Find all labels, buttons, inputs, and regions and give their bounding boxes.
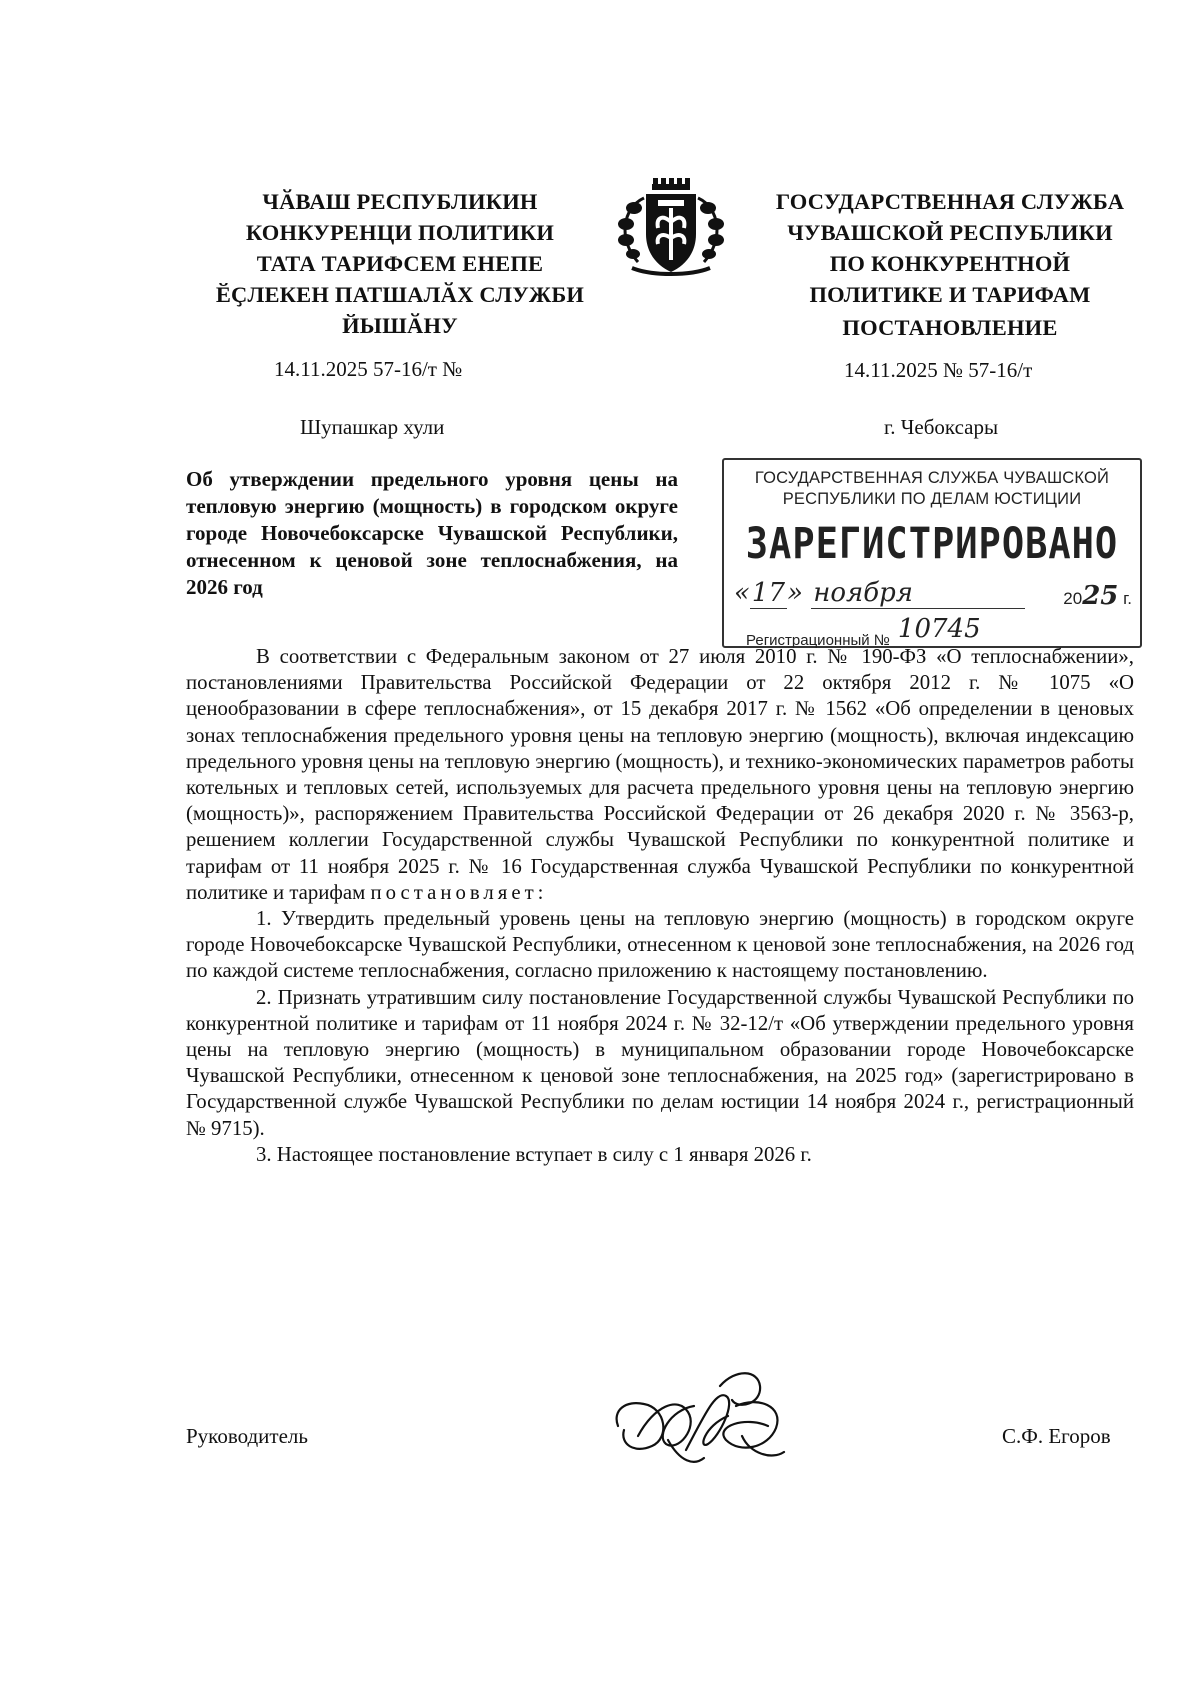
header-right-line: ЧУВАШСКОЙ РЕСПУБЛИКИ: [787, 220, 1113, 245]
stamp-year-prefix: 20: [1063, 589, 1083, 608]
header-right-org: [750, 186, 1150, 343]
document-body: [186, 644, 1134, 1168]
stamp-year-suffix: 25: [1082, 581, 1119, 611]
preamble-start: В соответствии с Федеральным законом: [256, 645, 640, 668]
header-left-line: ЧӐВАШ РЕСПУБЛИКИН: [262, 189, 538, 214]
stamp-organization: [724, 468, 1140, 510]
header-left-line: КОНКУРЕНЦИ ПОЛИТИКИ: [245, 220, 555, 245]
signer-position: Руководитель: [186, 1424, 308, 1448]
stamp-quote-open: «: [734, 578, 750, 608]
city-left: Шупашкар хули: [300, 415, 445, 439]
resolution-item-2: 2. Признать утратившим силу постановление Государственной службы Чувашской Республики по конкурентной политике и тарифам от 11 ноября 2024 г. № 32-12/т «Об утверждении предельного уровня цены на тепловую энергию (мощность) в муниципальном образовании городе Новочебоксарске Чувашской Республики, отнесенном к ценовой зоне теплоснабжения, на 2025 год» (зарегистрировано в Государственной службе Чувашской Республики по делам юстиции 14 ноября 2024 г., регистрационный № 9715).: [186, 985, 1134, 1140]
resolves-word: постановляет:: [370, 880, 548, 904]
stamp-year-unit: г.: [1123, 589, 1132, 608]
city-right: г. Чебоксары: [884, 415, 999, 439]
stamp-reg-label: Регистрационный №: [746, 632, 890, 649]
stamp-registered: ЗАРЕГИСТРИРОВАНО: [745, 518, 1119, 569]
registration-stamp: [722, 458, 1142, 648]
stamp-day: 17: [751, 578, 786, 608]
document-number-right: 14.11.2025 № 57-16/т: [844, 358, 1033, 382]
stamp-quote-close: »: [787, 578, 803, 608]
header-right-line: ПО КОНКУРЕНТНОЙ: [829, 251, 1071, 276]
document-type: ПОСТАНОВЛЕНИЕ: [842, 315, 1058, 340]
stamp-org-line: РЕСПУБЛИКИ ПО ДЕЛАМ ЮСТИЦИИ: [782, 490, 1082, 508]
header-right-line: ПОЛИТИКЕ И ТАРИФАМ: [809, 282, 1091, 307]
stamp-org-line: ГОСУДАРСТВЕННАЯ СЛУЖБА ЧУВАШСКОЙ: [754, 469, 1110, 487]
header-left-line: ЙЫШӐНУ: [342, 313, 458, 338]
resolution-item-3: 3. Настоящее постановление вступает в силу с 1 января 2026 г.: [256, 1142, 812, 1166]
header-left-line: ӖҪЛЕКЕН ПАТШАЛӐХ СЛУЖБИ: [215, 282, 585, 307]
resolution-item-1: 1. Утвердить предельный уровень цены на тепловую энергию (мощность) в городском округе городе Новочебоксарске Чувашской Республики, отнесенном к ценовой зоне теплоснабжения, на 2026 год по каждой системе теплоснабжения, согласно приложению к настоящему постановлению.: [186, 907, 1134, 983]
chuvash-emblem-icon: [608, 178, 734, 278]
preamble-paragraph: [186, 644, 1134, 906]
signer-name: С.Ф. Егоров: [1002, 1424, 1111, 1448]
stamp-date: [734, 578, 1025, 609]
preamble-rest: от 27 июля 2010 г. № 190-ФЗ «О теплоснабжении», постановлениями Правительства Российской Федерации от 22 октября 2012 г. № 1075 «О ценообразовании в сфере теплоснабжения», от 15 декабря 2017 г. № 1562 «Об определении в ценовых зонах теплоснабжения предельного уровня цены на тепловую энергию (мощность), включая индексацию предельного уровня цены на тепловую энергию (мощность), и технико-экономических параметров работы котельных и тепловых сетей, используемых для расчета предельного уровня цены на тепловую энергию (мощность)», распоряжением Правительства Российской Федерации от 26 декабря 2020 г. № 3563-р, решением коллегии Государственной службы Чувашской Республики по конкурентной политике и тарифам от 11 ноября 2025 г. № 16 Государственная служба Чувашской Республики по конкурентной политике и тарифам: [186, 645, 1134, 904]
stamp-year: [1063, 581, 1132, 611]
document-number-left: 14.11.2025 57-16/т №: [274, 357, 463, 381]
header-right-line: ГОСУДАРСТВЕННАЯ СЛУЖБА: [775, 189, 1125, 214]
stamp-reg-value: 10745: [897, 614, 981, 644]
header-left-line: ТАТА ТАРИФСЕМ ЕНЕПЕ: [256, 251, 544, 276]
document-title: Об утверждении предельного уровня цены на тепловую энергию (мощность) в городском округе городе Новочебоксарске Чувашской Республики, отнесенном к ценовой зоне теплоснабжения, на 2026 год: [186, 467, 678, 599]
header-left-org: [200, 186, 600, 341]
handwritten-signature-icon: [608, 1366, 798, 1474]
stamp-month: ноября: [811, 578, 1025, 609]
